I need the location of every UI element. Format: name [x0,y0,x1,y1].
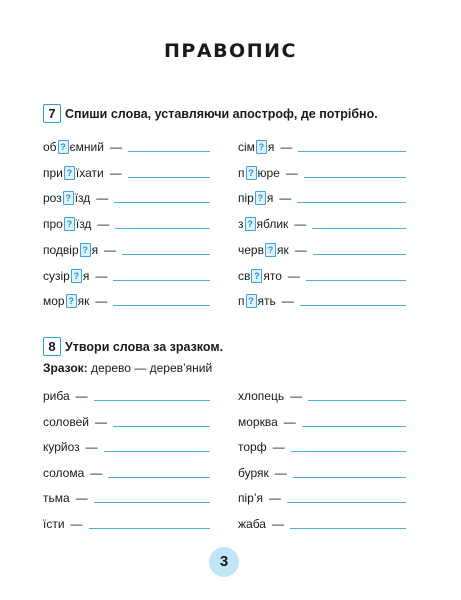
apostrophe-placeholder: ? [256,140,267,154]
task7-right-row [238,293,406,309]
task7-right-row [238,190,406,206]
word-prefix: св [238,268,251,283]
answer-line[interactable] [114,193,210,203]
word-prefix: про [43,217,63,232]
dash: — [290,389,303,403]
dash: — [279,191,292,206]
apostrophe-placeholder: ? [251,269,262,283]
task8-word: соловей [43,414,89,429]
word-suffix: юре [257,165,280,180]
apostrophe-placeholder: ? [58,140,69,154]
dash: — [85,440,98,455]
answer-line[interactable] [122,245,210,255]
answer-line[interactable] [108,468,210,478]
apostrophe-placeholder: ? [64,217,75,231]
answer-line[interactable] [290,519,406,529]
apostrophe-placeholder: ? [245,217,256,231]
answer-line[interactable] [113,271,210,281]
example-label: Зразок: [43,361,88,375]
page-number: 3 [209,547,239,577]
dash: — [95,294,108,309]
answer-line[interactable] [293,468,406,478]
task8-left-row [43,439,210,455]
dash: — [269,491,282,506]
task7-left-row [43,293,210,309]
page-title: ПРАВОПИС [164,40,297,62]
dash: — [75,491,88,506]
answer-line[interactable] [104,442,210,452]
example-text: дерево — дерев’яний [91,361,213,375]
word-suffix: я [266,191,274,206]
apostrophe-placeholder: ? [63,191,74,205]
task8-word: пір’я [238,491,264,506]
task7-word [43,243,98,257]
answer-line[interactable] [94,493,210,503]
task8-word: хлопець [238,389,285,403]
task8-left-row [43,465,210,481]
answer-line[interactable] [128,168,210,178]
task7-word [43,217,91,231]
word-prefix: черв [238,242,264,257]
task7-number: 7 [43,104,61,123]
dash: — [75,389,88,403]
dash: — [104,242,117,257]
task7-word [43,269,89,283]
task7-word [43,294,89,308]
answer-line[interactable] [313,245,406,255]
task7-left-row [43,165,210,181]
word-prefix: роз [43,191,62,206]
apostrophe-placeholder: ? [255,191,266,205]
apostrophe-placeholder: ? [80,243,91,257]
task7-left-row [43,139,210,155]
answer-line[interactable] [300,296,406,306]
task7-header [43,104,378,123]
word-suffix: як [276,242,289,257]
task8-word: буряк [238,465,269,480]
answer-line[interactable] [113,417,210,427]
answer-line[interactable] [128,142,210,152]
word-prefix: пір [238,191,254,206]
answer-line[interactable] [113,296,210,306]
word-suffix: я [91,242,99,257]
word-prefix: мор [43,294,65,309]
word-prefix: подвір [43,242,79,257]
answer-line[interactable] [94,391,210,401]
task7-word [238,269,282,283]
task8-word: їсти [43,517,65,531]
apostrophe-placeholder: ? [246,166,257,180]
task7-left-row [43,190,210,206]
task8-word: риба [43,389,70,403]
dash: — [294,217,307,232]
answer-line[interactable] [89,519,210,529]
answer-line[interactable] [291,442,406,452]
word-suffix: ято [263,268,282,283]
task8-right-row [238,516,406,532]
word-prefix: п [238,165,245,180]
dash: — [272,440,285,455]
word-suffix: їзд [75,217,92,232]
dash: — [70,517,83,531]
word-suffix: я [267,140,275,154]
dash: — [285,165,298,180]
dash: — [94,414,107,429]
dash: — [271,517,284,531]
dash: — [95,268,108,283]
answer-line[interactable] [312,219,406,229]
task7-left-row [43,268,210,284]
word-suffix: їхати [75,165,104,180]
dash: — [97,217,110,232]
dash: — [90,465,103,480]
task8-example [43,361,212,375]
word-suffix: ять [257,294,276,309]
task7-word [238,294,276,308]
dash: — [274,465,287,480]
word-suffix: їзд [74,191,91,206]
task7-left-row [43,216,210,232]
answer-line[interactable] [297,193,406,203]
task7-instruction: Спиши слова, уставляючи апостроф, де потрібно. [65,106,378,121]
dash: — [280,140,293,154]
dash: — [294,242,307,257]
task8-left-row [43,414,210,430]
task8-right-row [238,414,406,430]
task7-word [43,166,104,180]
dash: — [281,294,294,309]
task8-right-row [238,465,406,481]
task8-left-row [43,516,210,532]
apostrophe-placeholder: ? [66,294,77,308]
word-prefix: при [43,165,63,180]
answer-line[interactable] [302,417,406,427]
task8-right-row [238,388,406,404]
answer-line[interactable] [306,271,406,281]
dash: — [96,191,109,206]
task8-word: жаба [238,517,266,531]
dash: — [109,165,122,180]
answer-line[interactable] [287,493,406,503]
answer-line[interactable] [308,391,406,401]
task7-word [238,140,274,154]
word-suffix: як [77,294,90,309]
task8-instruction: Утвори слова за зразком. [65,339,224,354]
word-prefix: сузір [43,268,70,283]
apostrophe-placeholder: ? [64,166,75,180]
task7-word [238,217,288,231]
word-suffix: яблик [256,217,289,232]
task8-number: 8 [43,337,61,356]
apostrophe-placeholder: ? [246,294,257,308]
word-prefix: з [238,217,244,232]
dash: — [109,140,122,154]
task8-left-row [43,388,210,404]
dash: — [287,268,300,283]
task7-right-row [238,242,406,258]
word-suffix: ємний [69,140,104,154]
task7-word [43,191,90,205]
task8-word: торф [238,440,267,455]
word-suffix: я [82,268,90,283]
answer-line[interactable] [115,219,210,229]
apostrophe-placeholder: ? [265,243,276,257]
task7-right-row [238,139,406,155]
task8-left-row [43,490,210,506]
task8-right-row [238,490,406,506]
apostrophe-placeholder: ? [71,269,82,283]
task8-right-row [238,439,406,455]
task7-right-row [238,216,406,232]
task7-word [238,243,289,257]
task7-word [43,140,104,154]
task8-word: морква [238,414,278,429]
task7-right-row [238,268,406,284]
task7-word [238,166,280,180]
task8-header [43,337,223,356]
dash: — [283,414,296,429]
word-prefix: сім [238,140,255,154]
answer-line[interactable] [298,142,406,152]
task8-word: тьма [43,491,70,506]
task8-word: солома [43,465,85,480]
answer-line[interactable] [304,168,406,178]
word-prefix: п [238,294,245,309]
task7-right-row [238,165,406,181]
task8-word: курйоз [43,440,80,455]
word-prefix: об [43,140,57,154]
task7-word [238,191,273,205]
task7-left-row [43,242,210,258]
